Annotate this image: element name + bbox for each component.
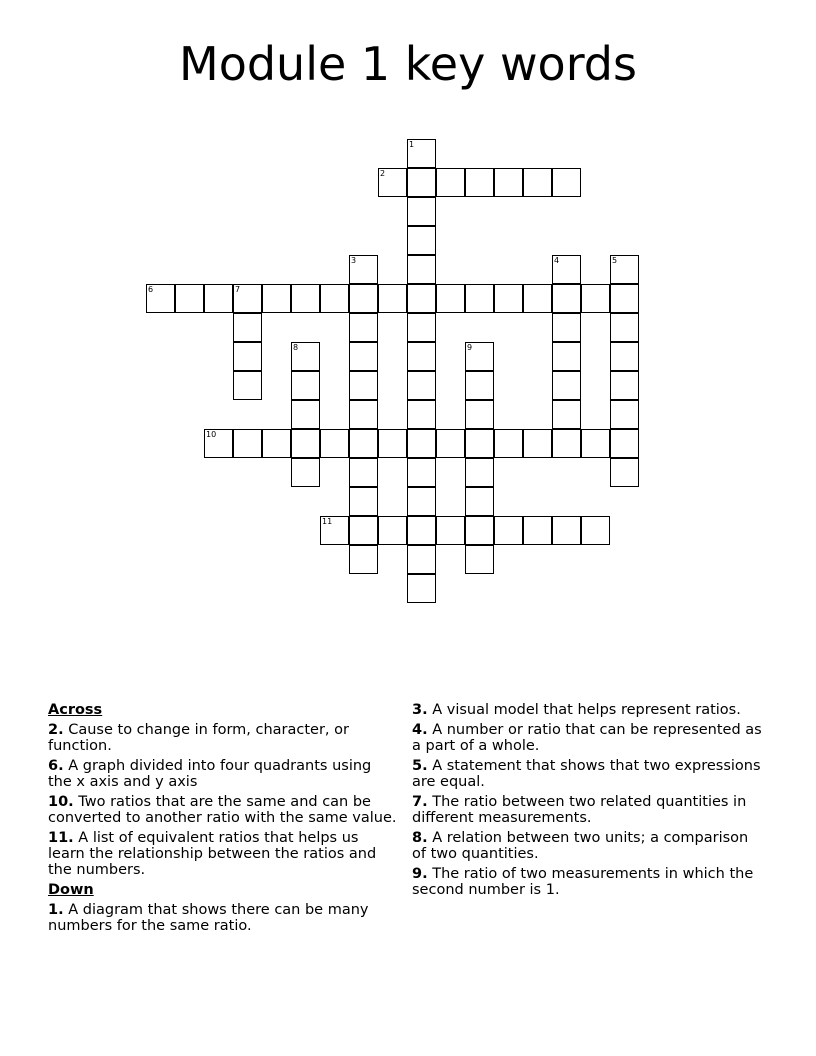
grid-cell[interactable] (378, 284, 407, 313)
grid-cell[interactable] (349, 516, 378, 545)
grid-cell[interactable] (610, 400, 639, 429)
grid-cell[interactable] (407, 139, 436, 168)
grid-cell[interactable] (465, 168, 494, 197)
grid-cell[interactable] (407, 168, 436, 197)
grid-cell[interactable] (407, 313, 436, 342)
grid-cell[interactable] (494, 284, 523, 313)
puzzle-title: Module 1 key words (179, 37, 637, 91)
clue-number: 6 (148, 285, 154, 294)
grid-cell[interactable] (262, 429, 291, 458)
grid-cell[interactable] (610, 458, 639, 487)
grid-cell[interactable] (233, 429, 262, 458)
grid-cell[interactable] (407, 342, 436, 371)
clue-down-7: 7. The ratio between two related quantities in different measurements. (412, 794, 747, 826)
grid-cell[interactable] (291, 284, 320, 313)
grid-cell[interactable] (349, 400, 378, 429)
grid-cell[interactable] (465, 545, 494, 574)
grid-cell[interactable] (407, 255, 436, 284)
clue-down-5: 5. A statement that shows that two expressions are equal. (412, 758, 761, 790)
grid-cell[interactable] (233, 371, 262, 400)
grid-cell[interactable] (465, 284, 494, 313)
clue-number: 7 (235, 285, 241, 294)
grid-cell[interactable] (581, 429, 610, 458)
grid-cell[interactable] (610, 313, 639, 342)
grid-cell[interactable] (436, 168, 465, 197)
grid-cell[interactable] (552, 284, 581, 313)
grid-cell[interactable] (291, 371, 320, 400)
grid-cell[interactable] (349, 458, 378, 487)
clues-left-column (48, 702, 398, 938)
grid-cell[interactable] (552, 371, 581, 400)
grid-cell[interactable] (349, 342, 378, 371)
grid-cell[interactable] (610, 371, 639, 400)
clue-down-8: 8. A relation between two units; a comparison of two quantities. (412, 830, 749, 862)
grid-cell[interactable] (610, 284, 639, 313)
clue-number: 10 (206, 430, 217, 439)
grid-cell[interactable] (407, 516, 436, 545)
grid-cell[interactable] (262, 284, 291, 313)
grid-cell[interactable] (465, 429, 494, 458)
grid-cell[interactable] (378, 168, 407, 197)
grid-cell[interactable] (349, 284, 378, 313)
grid-cell[interactable] (523, 429, 552, 458)
clue-across-11: 11. A list of equivalent ratios that helps us learn the relationship between the ratios and the numbers. (48, 830, 377, 878)
across-heading: Across (48, 702, 103, 718)
grid-cell[interactable] (494, 516, 523, 545)
grid-cell[interactable] (552, 516, 581, 545)
clue-across-10: 10. Two ratios that are the same and can be converted to another ratio with the same value. (48, 794, 397, 826)
grid-cell[interactable] (581, 284, 610, 313)
grid-cell[interactable] (175, 284, 204, 313)
grid-cell[interactable] (407, 226, 436, 255)
clue-down-3: 3. A visual model that helps represent ratios. (412, 702, 741, 718)
grid-cell[interactable] (407, 400, 436, 429)
grid-cell[interactable] (552, 255, 581, 284)
grid-cell[interactable] (494, 168, 523, 197)
grid-cell[interactable] (407, 284, 436, 313)
grid-cell[interactable] (349, 371, 378, 400)
clue-down-9: 9. The ratio of two measurements in which the second number is 1. (412, 866, 754, 898)
clue-number: 4 (554, 256, 560, 265)
grid-cell[interactable] (436, 429, 465, 458)
grid-cell[interactable] (436, 284, 465, 313)
clues-right-column (412, 702, 762, 902)
clue-across-6: 6. A graph divided into four quadrants using the x axis and y axis (48, 758, 372, 790)
grid-cell[interactable] (378, 429, 407, 458)
grid-cell[interactable] (465, 516, 494, 545)
grid-cell[interactable] (610, 342, 639, 371)
grid-cell[interactable] (407, 197, 436, 226)
grid-cell[interactable] (349, 255, 378, 284)
grid-cell[interactable] (320, 284, 349, 313)
grid-cell[interactable] (291, 400, 320, 429)
grid-cell[interactable] (552, 429, 581, 458)
grid-cell[interactable] (436, 516, 465, 545)
grid-cell[interactable] (610, 429, 639, 458)
grid-cell[interactable] (349, 313, 378, 342)
grid-cell[interactable] (233, 313, 262, 342)
grid-cell[interactable] (494, 429, 523, 458)
grid-cell[interactable] (146, 284, 175, 313)
grid-cell[interactable] (233, 284, 262, 313)
grid-cell[interactable] (581, 516, 610, 545)
grid-cell[interactable] (407, 429, 436, 458)
grid-cell[interactable] (291, 458, 320, 487)
grid-cell[interactable] (465, 400, 494, 429)
clue-number: 1 (409, 140, 415, 149)
grid-cell[interactable] (291, 342, 320, 371)
grid-cell[interactable] (407, 371, 436, 400)
grid-cell[interactable] (204, 429, 233, 458)
grid-cell[interactable] (407, 574, 436, 603)
grid-cell[interactable] (320, 516, 349, 545)
clue-down-1: 1. A diagram that shows there can be many numbers for the same ratio. (48, 902, 369, 934)
grid-cell[interactable] (465, 458, 494, 487)
clue-number: 5 (612, 256, 618, 265)
grid-cell[interactable] (349, 545, 378, 574)
clue-number: 11 (322, 517, 333, 526)
grid-cell[interactable] (552, 400, 581, 429)
grid-cell[interactable] (465, 371, 494, 400)
grid-cell[interactable] (523, 168, 552, 197)
grid-cell[interactable] (233, 342, 262, 371)
grid-cell[interactable] (204, 284, 233, 313)
grid-cell[interactable] (349, 429, 378, 458)
grid-cell[interactable] (552, 313, 581, 342)
grid-cell[interactable] (552, 168, 581, 197)
grid-cell[interactable] (407, 487, 436, 516)
grid-cell[interactable] (610, 255, 639, 284)
clue-across-2: 2. Cause to change in form, character, or function. (48, 722, 349, 754)
clue-number: 2 (380, 169, 386, 178)
grid-cell[interactable] (523, 516, 552, 545)
down-heading: Down (48, 882, 94, 898)
grid-cell[interactable] (320, 429, 349, 458)
grid-cell[interactable] (523, 284, 552, 313)
clue-down-4: 4. A number or ratio that can be represented as a part of a whole. (412, 722, 762, 754)
grid-cell[interactable] (291, 429, 320, 458)
grid-cell[interactable] (465, 342, 494, 371)
grid-cell[interactable] (378, 516, 407, 545)
grid-cell[interactable] (465, 487, 494, 516)
grid-cell[interactable] (552, 342, 581, 371)
clue-number: 9 (467, 343, 473, 352)
grid-cell[interactable] (407, 458, 436, 487)
grid-cell[interactable] (349, 487, 378, 516)
clue-number: 8 (293, 343, 299, 352)
clue-number: 3 (351, 256, 357, 265)
grid-cell[interactable] (407, 545, 436, 574)
